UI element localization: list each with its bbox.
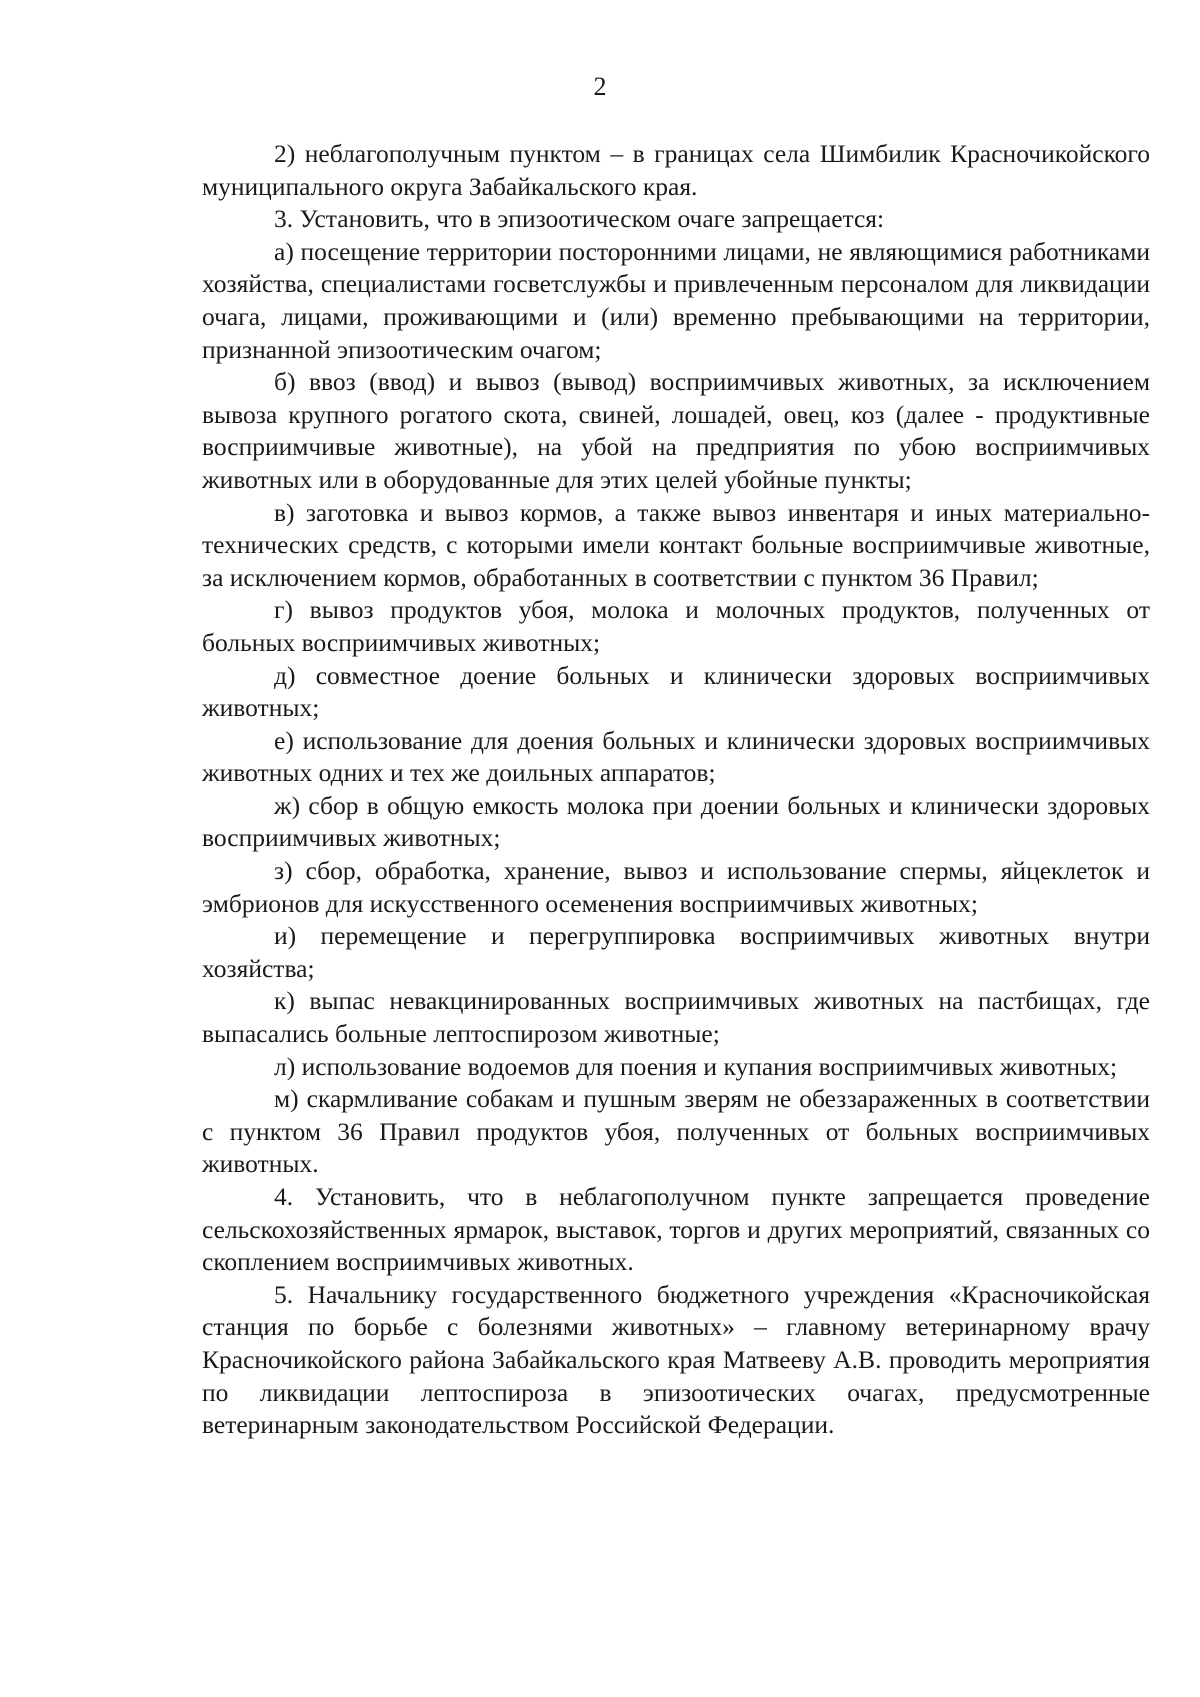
page-number: 2: [593, 72, 607, 101]
paragraph-3z-insemination: з) сбор, обработка, хранение, вывоз и использование спермы, яйцеклеток и эмбрионов для искусственного осеменения восприимчивых животных;: [202, 856, 1150, 918]
paragraph-3i-regrouping: и) перемещение и перегруппировка восприимчивых животных внутри хозяйства;: [202, 921, 1150, 983]
paragraph-3e-milking-machines: е) использование для доения больных и клинически здоровых восприимчивых животных одних и тех же доильных аппаратов;: [202, 725, 1150, 788]
paragraph-3b-animal-transport: б) ввоз (ввод) и вывоз (вывод) восприимчивых животных, за исключением вывоза крупного рогатого скота, свиней, лошадей, овец, коз (далее - продуктивные восприимчивые животные), на убой на предприятия по убою восприимчивых животных или в оборудованные для этих целей убойные пункты;: [202, 367, 1150, 494]
paragraph-item-2-unfavorable-point: 2) неблагополучным пунктом – в границах села Шимбилик Красночикойского муниципального округа Забайкальского края.: [202, 139, 1150, 201]
paragraph-3-outbreak-prohibitions: 3. Установить, что в эпизоотическом очаге запрещается:: [274, 204, 885, 234]
paragraph-4-fairs-prohibition: 4. Установить, что в неблагополучном пункте запрещается проведение сельскохозяйственных ярмарок, выставок, торгов и других мероприятий, связанных со скоплением восприимчивых животных.: [202, 1182, 1150, 1277]
paragraph-3v-feed-removal: в) заготовка и вывоз кормов, а также вывоз инвентаря и иных материально-технических средств, с которыми имели контакт больные восприимчивые животные, за исключением кормов, обработанных в соответствии с пунктом 36 Правил;: [202, 497, 1150, 592]
paragraph-5-vet-measures: 5. Начальнику государственного бюджетного учреждения «Красночикойская станция по борьбе с болезнями животных» – главному ветеринарному врачу Красночикойского района Забайкальского края Матвееву А.В. проводить мероприятия по ликвидации лептоспироза в эпизоотических очагах, предусмотренные ветеринарным законодательством Российской Федерации.: [202, 1279, 1150, 1440]
paragraph-3g-products-removal: г) вывоз продуктов убоя, молока и молочных продуктов, полученных от больных восприимчивых животных;: [202, 595, 1150, 657]
paragraph-3m-feeding-animals: м) скармливание собакам и пушным зверям не обеззараженных в соответствии с пунктом 36 Правил продуктов убоя, полученных от больных восприимчивых животных.: [202, 1084, 1150, 1179]
paragraph-3a-visits: а) посещение территории посторонними лицами, не являющимися работниками хозяйства, специалистами госветслужбы и привлеченным персоналом для ликвидации очага, лицами, проживающими и (или) временно пребывающими на территории, признанной эпизоотическим очагом;: [202, 236, 1150, 364]
document-body: [202, 138, 1150, 1442]
paragraph-3l-water-bodies: л) использование водоемов для поения и купания восприимчивых животных;: [274, 1051, 1118, 1081]
paragraph-3k-grazing: к) выпас невакцинированных восприимчивых животных на пастбищах, где выпасались больные лептоспирозом животные;: [202, 986, 1150, 1049]
paragraph-3d-joint-milking: д) совместное доение больных и клинически здоровых восприимчивых животных;: [202, 660, 1150, 723]
paragraph-3zh-milk-collection: ж) сбор в общую емкость молока при доении больных и клинически здоровых восприимчивых животных;: [202, 790, 1150, 853]
